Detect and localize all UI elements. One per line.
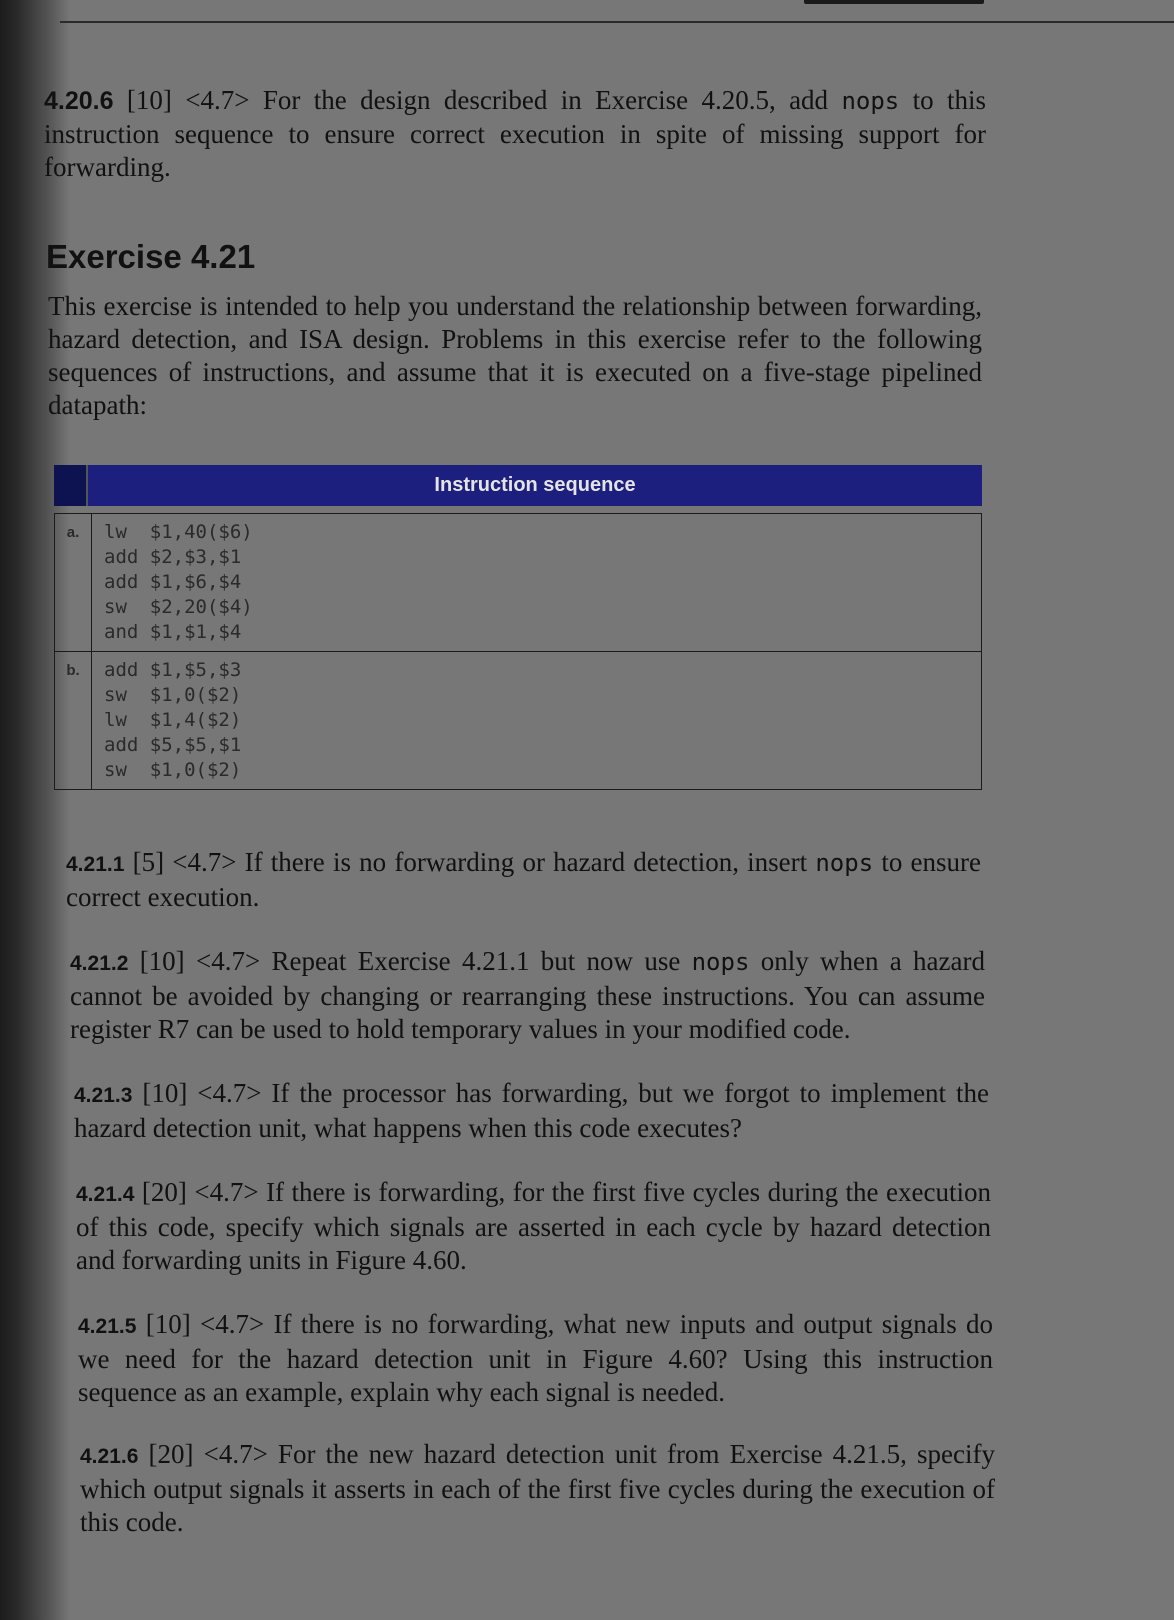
question-text: [10] <4.7> If there is no forwarding, what new inputs and output signals do we need for the hazard detection unit in Figure 4.60? Using this instruction sequence as an example, explain why each signal is needed. [78, 1309, 994, 1407]
question-number: 4.21.1 [66, 853, 125, 876]
question-number: 4.21.2 [70, 952, 129, 975]
question-text: [20] <4.7> For the new hazard detection unit from Exercise 4.21.5, specify which output signals it asserts in each of the first five cycles during the execution of this code. [80, 1439, 995, 1537]
question-4-21-1 [66, 846, 981, 914]
row-label: a. [55, 514, 92, 651]
code-line: and $1,$1,$4 [104, 621, 242, 643]
question-4-21-3 [74, 1077, 989, 1145]
exercise-text-cont: to this instruction sequence to ensure correct execution in spite of missing support for forwarding. [44, 85, 986, 182]
exercise-number: 4.20.6 [44, 87, 114, 115]
question-4-21-5 [78, 1308, 993, 1409]
header-rule [60, 21, 1174, 23]
table-row-a [54, 513, 982, 652]
code-line: lw $1,40($6) [104, 521, 253, 543]
question-number: 4.21.6 [80, 1445, 139, 1468]
code-line: sw $2,20($4) [104, 596, 253, 618]
row-code [92, 652, 251, 789]
inline-code: nops [815, 849, 874, 877]
question-number: 4.21.4 [76, 1183, 135, 1206]
running-head-cropped [804, 0, 984, 4]
question-text: [10] <4.7> Repeat Exercise 4.21.1 but now use [139, 946, 692, 976]
code-line: add $5,$5,$1 [104, 734, 242, 756]
question-number: 4.21.5 [78, 1315, 137, 1338]
exercise-intro: This exercise is intended to help you understand the relationship between forwarding, hazard detection, and ISA design. Problems in this exercise refer to the following sequences of instructions, and assume that it is executed on a five-stage pipelined datapath: [48, 291, 982, 420]
question-4-21-6 [80, 1438, 995, 1539]
code-line: add $1,$5,$3 [104, 659, 242, 681]
code-line: sw $1,0($2) [104, 759, 242, 781]
exercise-text: [10] <4.7> For the design described in Exercise 4.20.5, add [126, 85, 842, 115]
code-line: sw $1,0($2) [104, 684, 242, 706]
instruction-table [54, 465, 982, 790]
question-number: 4.21.3 [74, 1084, 133, 1107]
inline-code: nops [841, 87, 900, 115]
question-text-cont: only when a hazard cannot be avoided by changing or rearranging these instructions. You can assume register R7 can be used to hold temporary values in your modified code. [70, 946, 985, 1044]
question-text: [10] <4.7> If the processor has forwarding, but we forgot to implement the hazard detection unit, what happens when this code executes? [74, 1078, 989, 1143]
table-header-title: Instruction sequence [88, 465, 982, 506]
section-heading: Exercise 4.21 [46, 238, 256, 275]
code-line: lw $1,4($2) [104, 709, 242, 731]
table-header-lead [54, 465, 88, 506]
question-text-cont: to ensure correct execution. [66, 847, 981, 912]
exercise-4-20-6 [44, 84, 986, 184]
table-row-b [54, 652, 982, 790]
inline-code: nops [691, 948, 750, 976]
table-header [54, 465, 982, 506]
row-code [92, 514, 263, 651]
row-label: b. [55, 652, 92, 789]
code-line: add $1,$6,$4 [104, 571, 242, 593]
question-text: [5] <4.7> If there is no forwarding or hazard detection, insert [132, 847, 816, 877]
question-4-21-2 [70, 945, 985, 1046]
question-text: [20] <4.7> If there is forwarding, for the first five cycles during the execution of this code, specify which signals are asserted in each cycle by hazard detection and forwarding units in Figure 4.60. [76, 1177, 991, 1275]
code-line: add $2,$3,$1 [104, 546, 242, 568]
question-4-21-4 [76, 1176, 991, 1277]
